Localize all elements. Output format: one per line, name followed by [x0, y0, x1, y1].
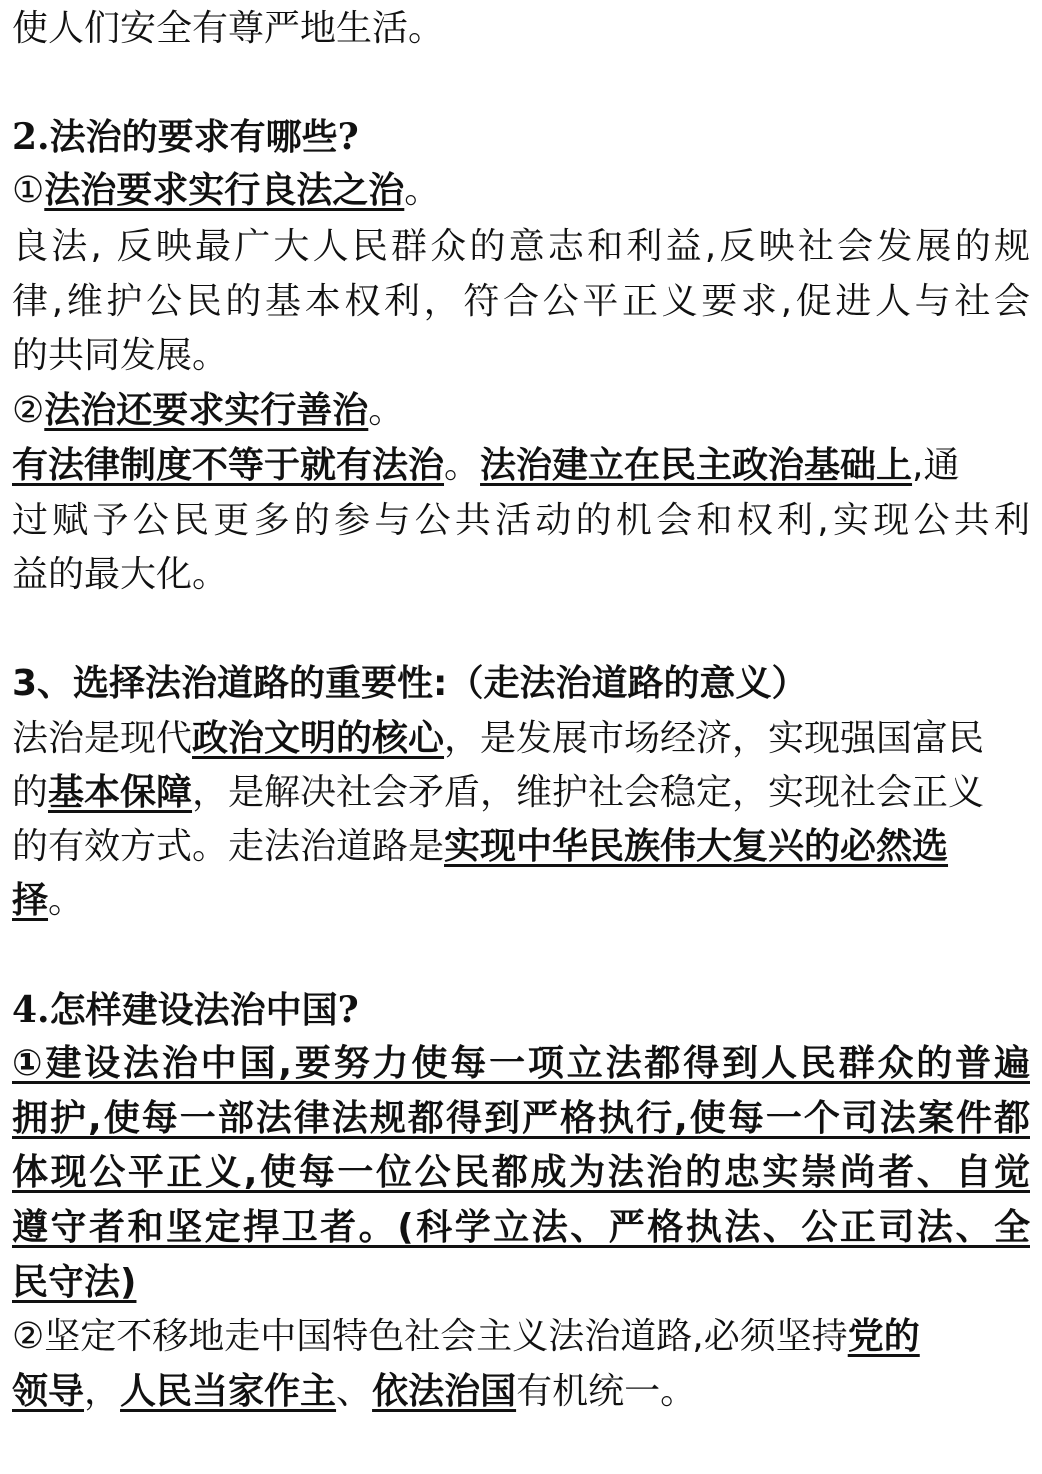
section-4-point-1-line: 遵守者和坚定捍卫者。(科学立法、严格执法、公正司法、全: [12, 1207, 1030, 1248]
punctuation: 、: [336, 1371, 373, 1412]
paragraph-line: 的共同发展。: [12, 335, 229, 376]
punctuation: 。: [444, 445, 481, 486]
paragraph-text: ,通: [912, 445, 960, 486]
paragraph-text: 的有效方式。走法治道路是: [12, 826, 445, 867]
paragraph-text: ②坚定不移地走中国特色社会主义法治道路,必须坚持: [12, 1316, 848, 1357]
section-4-point-2-line: [12, 1310, 920, 1364]
paragraph-text: 法治是现代: [12, 718, 193, 759]
section-2-point-1: [12, 164, 440, 218]
section-4-point-1-line: 民守法): [12, 1262, 137, 1303]
key-phrase: 人民当家作主: [120, 1371, 337, 1412]
key-phrase: 法治要求实行良法之治: [44, 170, 405, 211]
paragraph-line: [12, 874, 84, 928]
section-2-title: 2.法治的要求有哪些?: [12, 116, 359, 158]
paragraph-line: [12, 712, 984, 766]
paragraph-text: 的: [12, 772, 49, 813]
section-4-title: 4.怎样建设法治中国?: [12, 989, 359, 1031]
punctuation: 。: [368, 390, 405, 431]
key-phrase: 法治还要求实行善治: [44, 390, 369, 431]
paragraph-line: 过赋予公民更多的参与公共活动的机会和权利,实现公共利: [12, 500, 1030, 541]
paragraph-line: [12, 820, 948, 874]
key-phrase: 有法律制度不等于就有法治: [12, 445, 445, 486]
point-number: ①: [12, 170, 45, 211]
intro-line: [12, 2, 444, 56]
key-phrase: 依法治国: [372, 1371, 517, 1412]
section-4-point-1-line: 拥护,使每一部法律法规都得到严格执行,使每一个司法案件都: [12, 1098, 1030, 1139]
paragraph-text: ，是解决社会矛盾，维护社会稳定，实现社会正义: [192, 772, 985, 813]
section-4-point-1-line: 体现公平正义,使每一位公民都成为法治的忠实崇尚者、自觉: [12, 1152, 1030, 1193]
paragraph-line: [12, 439, 960, 493]
key-phrase: 实现中华民族伟大复兴的必然选: [444, 826, 949, 867]
paragraph-text: 有机统一。: [516, 1371, 697, 1412]
section-4-point-2-line: [12, 1365, 696, 1419]
key-phrase: 基本保障: [48, 772, 193, 813]
punctuation: 。: [48, 880, 85, 921]
paragraph-line: 良法, 反映最广大人民群众的意志和利益,反映社会发展的规: [12, 226, 1030, 267]
punctuation: ，: [84, 1371, 121, 1412]
paragraph-line: 律,维护公民的基本权利，符合公平正义要求,促进人与社会: [12, 281, 1030, 322]
key-phrase: 政治文明的核心: [192, 718, 445, 759]
paragraph-text: ，是发展市场经济，实现强国富民: [444, 718, 985, 759]
key-phrase: 法治建立在民主政治基础上: [480, 445, 913, 486]
paragraph-line: [12, 766, 984, 820]
key-phrase: 择: [12, 880, 49, 921]
punctuation: 。: [404, 170, 441, 211]
point-number: ②: [12, 390, 45, 431]
paragraph-line: 益的最大化。: [12, 554, 229, 595]
key-phrase: 领导: [12, 1371, 85, 1412]
intro-text: 使人们安全有尊严地生活。: [12, 8, 445, 49]
section-3-title: 3、选择法治道路的重要性:（走法治道路的意义）: [12, 663, 808, 704]
section-2-point-2: [12, 384, 404, 438]
key-phrase: 党的: [847, 1316, 920, 1357]
section-4-point-1-line: ①建设法治中国,要努力使每一项立法都得到人民群众的普遍: [12, 1043, 1030, 1084]
